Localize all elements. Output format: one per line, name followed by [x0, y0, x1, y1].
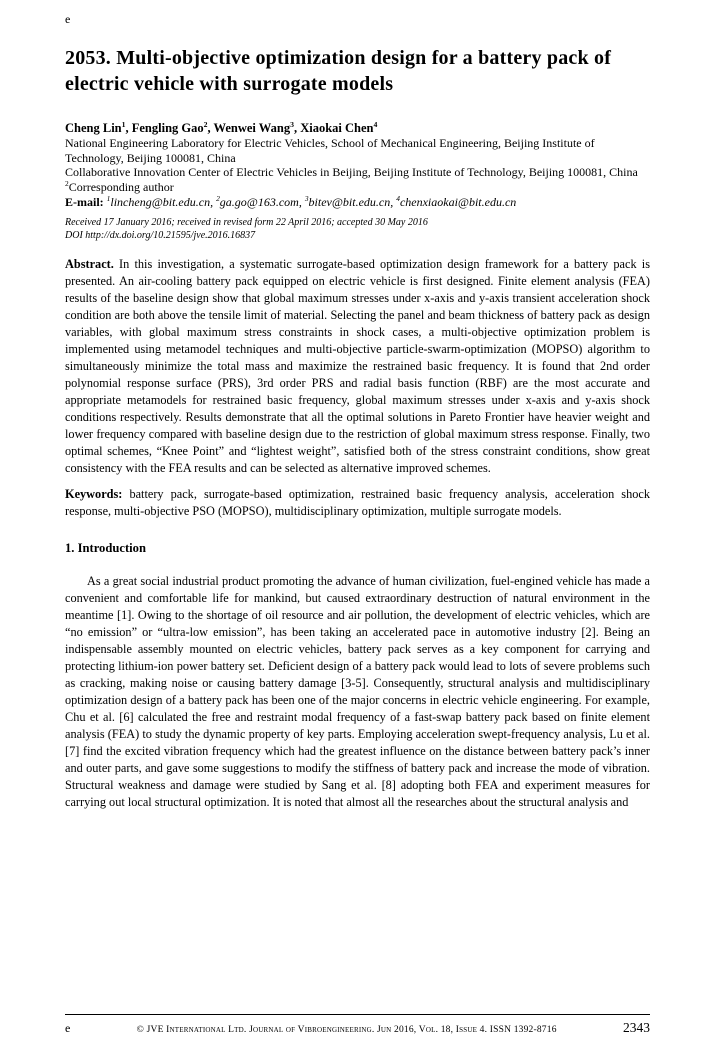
- email-line: [65, 195, 650, 210]
- email-address[interactable]: bitev@bit.edu.cn: [308, 194, 391, 209]
- email-sup: 2: [216, 193, 220, 203]
- keywords-label: Keywords:: [65, 486, 123, 501]
- footer-mark: e: [65, 1021, 71, 1035]
- corresponding-author-sup: 2: [65, 179, 69, 189]
- affiliation-1: National Engineering Laboratory for Electric Vehicles, School of Mechanical Engineering, Beijing Institute of Technology, Beijing 100081, China: [65, 136, 595, 165]
- email-address[interactable]: lincheng@bit.edu.cn: [110, 194, 211, 209]
- author-name: Wenwei Wang: [213, 121, 291, 136]
- author-name: Cheng Lin: [65, 121, 122, 136]
- email-address[interactable]: ga.go@163.com: [219, 194, 299, 209]
- paper-title: 2053. Multi-objective optimization design for a battery pack of electric vehicle with surrogate models: [65, 47, 612, 96]
- section-paragraph: As a great social industrial product promoting the advance of human civilization, fuel-engined vehicle has made a convenient and comfortable life for mankind, but caused extraordinary destruction of natural environment in the meantime [1]. Owing to the shortage of oil resource and air pollution, the development of electric vehicles, which are “no emission” or “ultra-low emission”, has been taking an accelerated pace in automotive industry [2]. Being an indispensable assembly mounted on electric vehicles, battery pack serves as a key component for carrying and protecting lithium-ion power battery set. Deficient design of a battery pack would lead to lots of severe problems such as cracking, making noise or causing battery damage [3-5]. Consequently, structural analysis and multidisciplinary optimization design of a battery pack has been one of the major concerns in electric vehicle engineering. For example, Chu et al. [6] calculated the free and restraint modal frequency of a fast-swap battery pack based on finite element analysis (FEA) to study the dynamic property of key parts. Employing acceleration swept-frequency analysis, Lu et al. [7] find the excited vibration frequency which had the greatest influence on the distance between battery pack’s inner and outer parts, and gave some suggestions to modify the stiffness of battery pack and increase the mode of vibration. Structural weakness and damage were studied by Sang et al. [8] adopting both FEA and experiment measures for carrying out local structural optimization. It is noted that almost all the researches about the structural analysis and: [65, 573, 650, 809]
- email-sup: 1: [106, 193, 111, 203]
- abstract-label: Abstract.: [65, 256, 114, 271]
- footer-copyright: © JVE International Ltd. Journal of Vibroengineering. Jun 2016, Vol. 18, Issue 4. ISSN 1392-8716: [136, 1025, 557, 1035]
- keywords: [65, 486, 650, 520]
- email-label: E-mail:: [65, 194, 104, 209]
- author-sup: 1: [121, 120, 126, 130]
- email-addresses: $^1$lincheng@bit.edu.cn, $^2$ga.go@163.com, $^3$bitev@bit.edu.cn, $^4$chenxiaokai@bit.edu.cn: [106, 193, 517, 209]
- author-sup: 3: [290, 120, 294, 130]
- author-sup: 4: [373, 120, 378, 130]
- email-sup: 4: [396, 193, 400, 203]
- email-sup: 3: [304, 193, 309, 203]
- article-history-block: [65, 217, 650, 243]
- authors-line: Cheng Lin$^1$, Fengling Gao$^2$, Wenwei Wang$^3$, Xiaokai Chen$^4$: [65, 120, 378, 136]
- affiliation-2: Collaborative Innovation Center of Electric Vehicles in Beijing, Beijing Institute of Technology, Beijing 100081, China: [65, 165, 638, 180]
- keywords-text: battery pack, surrogate-based optimization, restrained basic frequency analysis, acceleration shock response, multi-objective PSO (MOPSO), multidisciplinary optimization, multiple surrogate models.: [65, 486, 650, 518]
- abstract: [65, 256, 650, 477]
- corresponding-author-note: [65, 180, 650, 195]
- header-mark: e: [65, 12, 71, 26]
- received-dates: Received 17 January 2016; received in revised form 22 April 2016; accepted 30 May 2016: [65, 217, 428, 229]
- corresponding-author-label: Corresponding author: [68, 180, 174, 195]
- author-name: Fengling Gao: [131, 121, 204, 136]
- email-address[interactable]: chenxiaokai@bit.edu.cn: [399, 194, 517, 209]
- footer-page-number: 2343: [623, 1020, 650, 1035]
- author-name: Xiaokai Chen: [300, 121, 374, 136]
- doi-link[interactable]: DOI http://dx.doi.org/10.21595/jve.2016.16837: [65, 230, 256, 242]
- page-footer: [65, 1014, 650, 1036]
- section-heading-introduction: 1. Introduction: [65, 540, 146, 555]
- author-sup: 2: [203, 120, 208, 130]
- abstract-text: In this investigation, a systematic surrogate-based optimization design framework for a battery pack is presented. An air-cooling battery pack equipped on electric vehicle is first designed. Finite element analysis (FEA) results of the baseline design show that global maximum stresses under x-axis and y-axis transient acceleration shock condition are both above the tensile limit of material. Selecting the panel and beam thickness of battery pack as design variables, with global maximum stress constraints in shock cases, a multi-objective optimization problem is implemented using metamodel techniques and multi-objective particle-swarm-optimization (MOPSO) algorithm to simultaneously minimize the total mass and maximize the restrained basic frequency. It is found that 2nd order polynomial response surface (PRS), 3rd order PRS and radial basis function (RBF) are the most accurate and appropriate metamodels for restrained basic frequency, global maximum stresses under x-axis and y-axis shock conditions respectively. Results demonstrate that all the optimal solutions in Pareto Frontier have heavier weight and lower frequency compared with baseline design due to the restriction of global maximum stress response. Finally, two optimal schemes, “Knee Point” and “lightest weight”, satisfied both of the stress constraint conditions, show great consistency with the FEA results and can be selected as alternative improved schemes.: [65, 256, 651, 475]
